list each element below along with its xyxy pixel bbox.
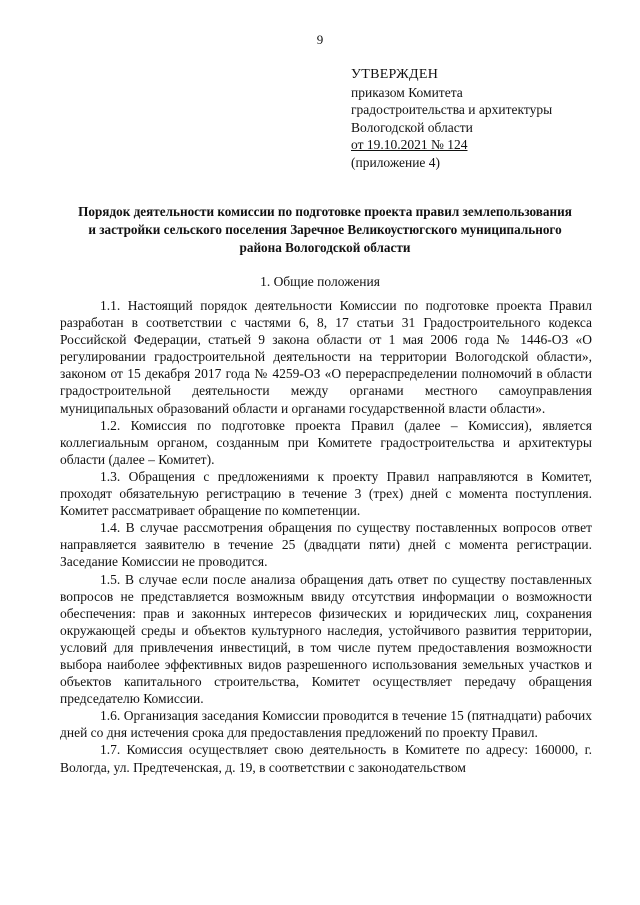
page-number: 9 [316, 32, 324, 47]
document-title: Порядок деятельности комиссии по подготовке проекта правил землепользования и застройки сельского поселения Заречное Великоустюгского муниципального района Вологодской области [78, 204, 572, 255]
approval-title: УТВЕРЖДЕН [351, 67, 439, 82]
paragraph-1-4: 1.4. В случае рассмотрения обращения по существу поставленных вопросов ответ направляется заявителю в течение 25 (двадцати пяти) дней с момента регистрации. Заседание Комиссии не проводится. [60, 520, 592, 570]
document-body [60, 297, 592, 776]
approval-stamp [351, 66, 621, 172]
approval-date: от 19.10.2021 № 124 [351, 137, 468, 153]
paragraph-1-7: 1.7. Комиссия осуществляет свою деятельность в Комитете по адресу: 160000, г. Вологда, ул. Предтеченская, д. 19, в соответствии с законодательством [60, 742, 592, 775]
paragraph-1-6: 1.6. Организация заседания Комиссии проводится в течение 15 (пятнадцати) рабочих дней со дня истечения срока для предоставления предложений по проекту Правил. [60, 708, 592, 741]
paragraph-1-2: 1.2. Комиссия по подготовке проекта Правил (далее – Комиссия), является коллегиальным органом, созданным при Комитете градостроительства и архитектуры области (далее – Комитет). [60, 417, 592, 467]
approval-line-2: градостроительства и архитектуры [351, 102, 553, 118]
section-heading: 1. Общие положения [260, 274, 380, 289]
approval-line-1: приказом Комитета [351, 84, 463, 100]
approval-line-3: Вологодской области [351, 119, 473, 135]
paragraph-1-1: 1.1. Настоящий порядок деятельности Комиссии по подготовке проекта Правил разработан в соответствии с частями 6, 8, 17 статьи 31 Градостроительного кодекса Российской Федерации, статьей 9 закона области от 1 мая 2006 года № 1446-ОЗ «О регулировании градостроительной деятельности на территории Вологодской области», законом от 15 декабря 2017 года № 4259-ОЗ «О перераспределении полномочий в области градостроительной деятельности между органами местного самоуправления муниципальных образований области и органами государственной власти области». [60, 298, 592, 416]
paragraph-1-3: 1.3. Обращения с предложениями к проекту Правил направляются в Комитет, проходят обязательную регистрацию в течение 3 (трех) дней с момента поступления. Комитет рассматривает обращение по компетенции. [60, 468, 592, 519]
approval-appendix: (приложение 4) [351, 154, 441, 170]
paragraph-1-5: 1.5. В случае если после анализа обращения дать ответ по существу поставленных вопросов не представляется возможным ввиду отсутствия информации о возможности обеспечения: прав и законных интересов физических и юридических лиц, сохранения окружающей среды и объектов культурного наследия, устойчивого развития территории, условий для привлечения инвестиций, в том числе путем предоставления возможности выбора наиболее эффективных видов разрешенного использования земельных участков и объектов капитального строительства, Комитет осуществляет передачу обращения председателю Комиссии. [60, 571, 592, 707]
